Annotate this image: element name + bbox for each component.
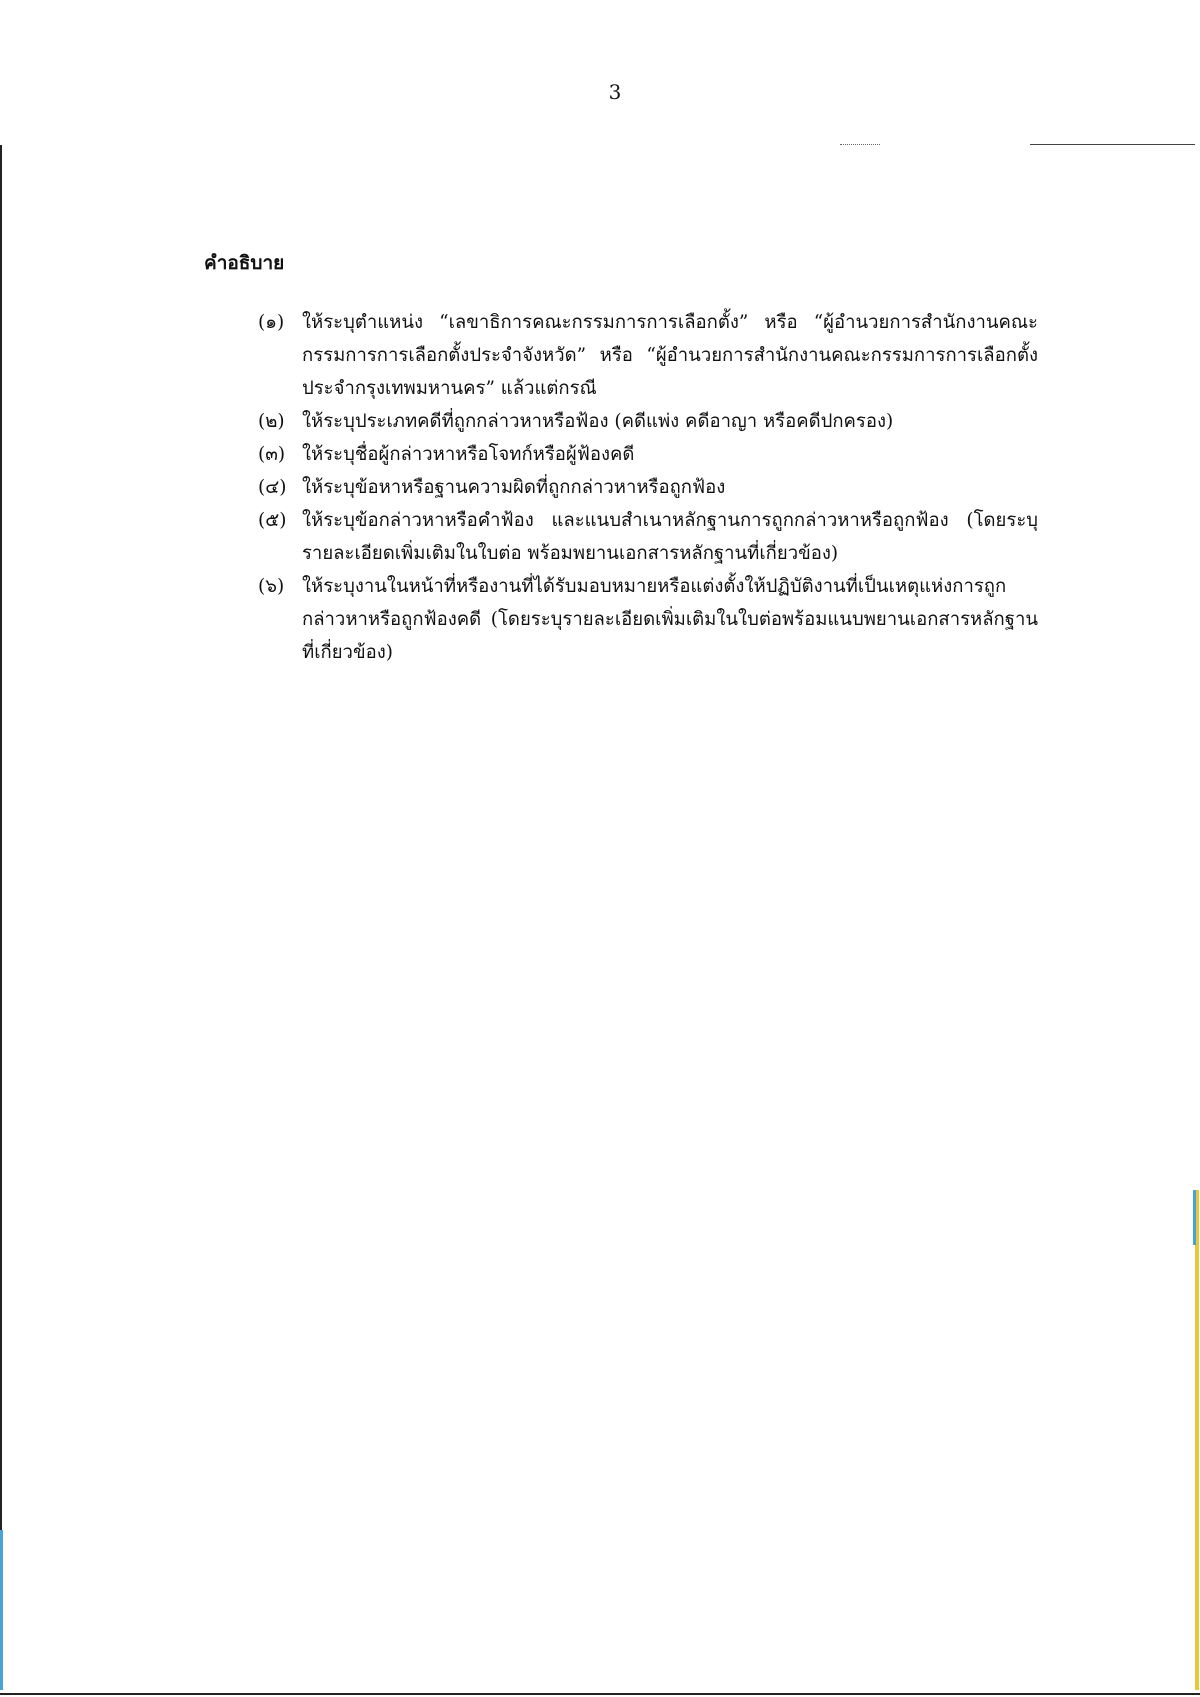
list-item [258, 438, 1038, 471]
item-text: ให้ระบุข้อหาหรือฐานความผิดที่ถูกกล่าวหาหรือถูกฟ้อง [302, 477, 726, 498]
list-item [258, 504, 1038, 570]
item-number: (๓) [258, 444, 286, 465]
scan-right-edge-blue-mark [1193, 1190, 1196, 1245]
section-heading: คำอธิบาย [204, 252, 285, 274]
item-text: ให้ระบุตำแหน่ง “เลขาธิการคณะกรรมการการเลือกตั้ง” หรือ “ผู้อำนวยการสำนักงานคณะกรรมการการเลือกตั้งประจำจังหวัด” หรือ “ผู้อำนวยการสำนักงานคณะกรรมการการเลือกตั้งประจำกรุงเทพมหานคร” แล้วแต่กรณี [302, 312, 1038, 399]
list-item [258, 570, 1038, 669]
item-number: (๑) [258, 312, 285, 333]
scan-right-edge-mark [1195, 1190, 1199, 1690]
item-text: ให้ระบุประเภทคดีที่ถูกกล่าวหาหรือฟ้อง (คดีแพ่ง คดีอาญา หรือคดีปกครอง) [302, 411, 894, 432]
item-number: (๖) [258, 576, 285, 597]
scan-top-line [1030, 144, 1195, 145]
item-text: ให้ระบุงานในหน้าที่หรืองานที่ได้รับมอบหมายหรือแต่งตั้งให้ปฏิบัติงานที่เป็นเหตุแห่งการถูกกล่าวหาหรือถูกฟ้องคดี (โดยระบุรายละเอียดเพิ่มเติมในใบต่อพร้อมแนบพยานเอกสารหลักฐานที่เกี่ยวข้อง) [302, 576, 1038, 663]
list-item [258, 471, 1038, 504]
explanation-list [258, 306, 1038, 669]
item-text: ให้ระบุข้อกล่าวหาหรือคำฟ้อง และแนบสำเนาหลักฐานการถูกกล่าวหาหรือถูกฟ้อง (โดยระบุรายละเอียดเพิ่มเติมในใบต่อ พร้อมพยานเอกสารหลักฐานที่เกี่ยวข้อง) [302, 510, 1038, 564]
scan-left-border [0, 145, 2, 1685]
scan-left-edge-mark [0, 1530, 3, 1690]
item-number: (๕) [258, 510, 287, 531]
item-number: (๒) [258, 411, 285, 432]
page-number: 3 [608, 80, 622, 104]
list-item [258, 306, 1038, 405]
scan-bottom-border [0, 1693, 1200, 1695]
item-number: (๔) [258, 477, 287, 498]
list-item [258, 405, 1038, 438]
scan-top-dots [840, 144, 880, 146]
item-text: ให้ระบุชื่อผู้กล่าวหาหรือโจทก์หรือผู้ฟ้องคดี [302, 444, 635, 465]
